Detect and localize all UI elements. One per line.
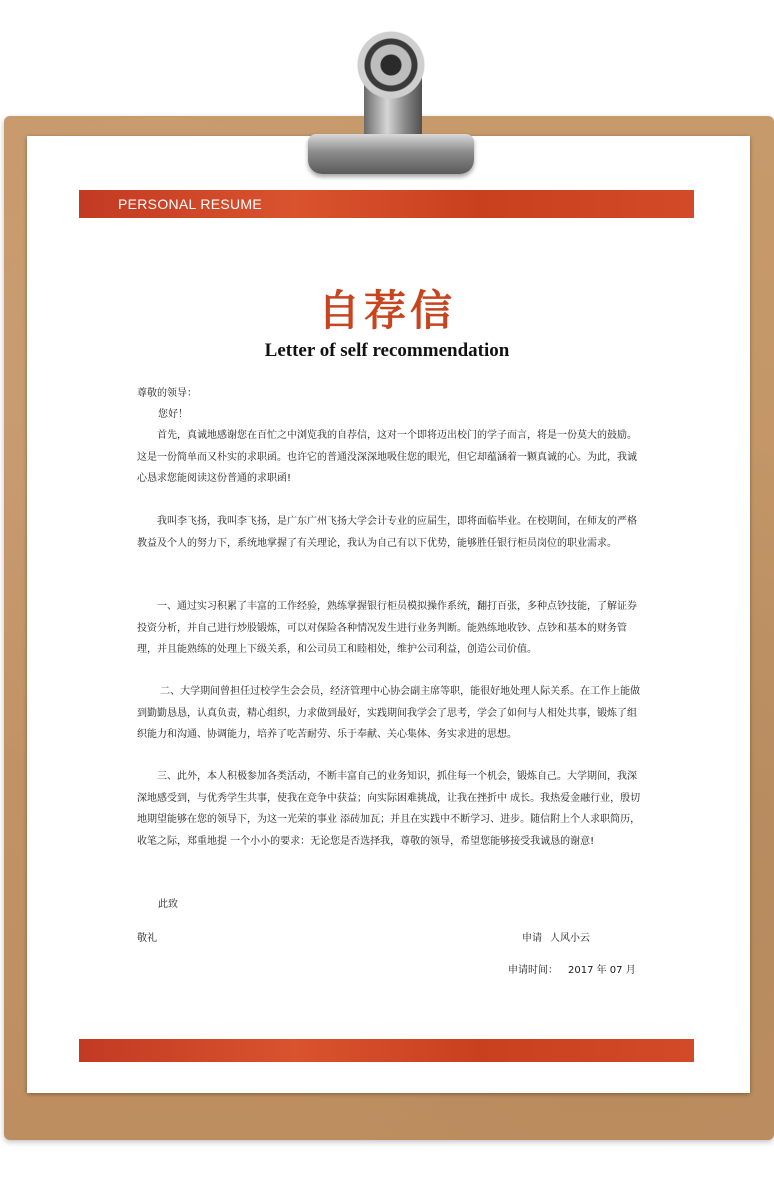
header-band-label: PERSONAL RESUME (118, 196, 263, 212)
date-value: 2017 年 07 月 (568, 965, 636, 976)
letter-title-english: Letter of self recommendation (264, 340, 510, 361)
footer-band (79, 1039, 694, 1062)
applicant-name: 人风小云 (550, 933, 590, 944)
paragraph-self-intro: 我叫李飞扬，我叫李飞扬，是广东广州飞扬大学会计专业的应届生，即将面临毕业。在校期间，在师友的严格 教益及个人的努力下，系统地掌握了有关理论，我认为自己有以下优势，能够胜任银行柜员岗位的职业需求。 (137, 516, 637, 549)
date-label: 申请时间： (508, 965, 558, 976)
paragraph-point-three: 三、此外，本人积极参加各类活动，不断丰富自己的业务知识，抓住每一个机会，锻炼自己。大学期间，我深深地感受到，与优秀学生共事，使我在竞争中获益；向实际困难挑战，让我在挫折中 成长。我热爱金融行业，殷切地期望能够在您的领导下，为这一光荣的事业 添砖加瓦；并且在实践中不断学习、进步。随信附上个人求职简历，收笔之际，郑重地提 一个小小的要求：无论您是否选择我，尊敬的领导，希望您能够接受我诚恳的谢意! (137, 771, 641, 847)
paragraph-intro: 首先，真诚地感谢您在百忙之中浏览我的自荐信，这对一个即将迈出校门的学子而言，将是一份莫大的鼓励。这是一份简单而又朴实的求职函。也许它的普通没深深地吸住您的眼光，但它却蕴涵着一颗真诚的心。为此，我诚心恳求您能阅读这份普通的求职函! (137, 430, 637, 484)
letter-title-chinese: 自荐信 (317, 286, 456, 335)
binder-clip-base (308, 134, 474, 174)
binder-clip-ring-icon (356, 30, 426, 100)
greeting: 您好！ (158, 409, 188, 420)
paragraph-point-two: 二、大学期间曾担任过校学生会会员，经济管理中心协会副主席等职，能很好地处理人际关系。在工作上能做到勤勤恳恳，认真负责，精心组织，力求做到最好，实践期间我学会了思考，学会了如何与人相处共事，锻炼了组织能力和沟通、协调能力，培养了吃苦耐劳、乐于奉献、关心集体、务实求进的思想。 (137, 686, 641, 740)
applicant-label: 申请 (522, 933, 542, 944)
closing-cizhi: 此致 (158, 899, 178, 910)
closing-jingli: 敬礼 (137, 933, 157, 944)
paragraph-point-one: 一、通过实习积累了丰富的工作经验，熟练掌握银行柜员模拟操作系统，翻打百张，多种点钞技能，了解证券投资分析，并自己进行炒股锻炼，可以对保险各种情况发生进行业务判断。能熟练地收钞、点钞和基本的财务管理，并且能熟练的处理上下级关系，和公司员工和睦相处，维护公司利益，创造公司价值。 (137, 601, 637, 655)
salutation: 尊敬的领导： (137, 388, 197, 399)
